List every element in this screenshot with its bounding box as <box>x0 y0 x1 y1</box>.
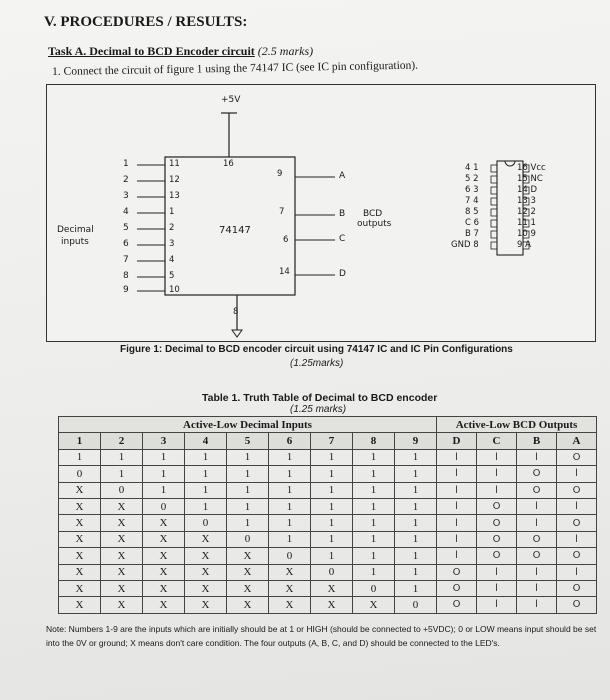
input-cell: 1 <box>227 449 269 465</box>
pinout-signal: 9 <box>530 229 536 239</box>
input-column-header: 2 <box>101 433 143 449</box>
output-cell: l <box>517 580 557 596</box>
input-cell: X <box>59 597 101 613</box>
pinout-num: 12 <box>517 207 528 217</box>
input-cell: X <box>59 548 101 564</box>
input-cell: 1 <box>311 482 353 498</box>
output-cell: O <box>477 498 517 514</box>
input-cell: X <box>269 564 311 580</box>
input-cell: X <box>59 531 101 547</box>
input-column-header: 3 <box>143 433 185 449</box>
input-cell: 1 <box>395 564 437 580</box>
output-cell: l <box>517 498 557 514</box>
input-cell: 1 <box>395 548 437 564</box>
table-title: Table 1. Truth Table of Decimal to BCD encoder <box>202 392 438 404</box>
output-cell: O <box>517 482 557 498</box>
ic-pin: 11 <box>169 159 180 169</box>
pinout-right-label <box>517 240 531 250</box>
output-cell: O <box>437 580 477 596</box>
input-cell: X <box>101 597 143 613</box>
input-cell: 1 <box>353 515 395 531</box>
input-number: 6 <box>123 239 129 249</box>
input-cell: 0 <box>59 466 101 482</box>
input-cell: X <box>185 597 227 613</box>
output-cell: l <box>557 564 597 580</box>
table-row <box>59 498 597 514</box>
pinout-num: 16 <box>517 163 528 173</box>
input-cell: X <box>101 548 143 564</box>
output-cell: O <box>517 548 557 564</box>
pinout-num: 15 <box>517 174 528 184</box>
pinout-signal: 5 <box>465 174 471 184</box>
pinout-num: 3 <box>473 185 479 195</box>
output-cell: O <box>557 597 597 613</box>
pinout-signal: 7 <box>465 196 471 206</box>
output-cell: l <box>557 466 597 482</box>
output-cell: l <box>477 449 517 465</box>
output-cell: l <box>477 580 517 596</box>
input-cell: 1 <box>143 482 185 498</box>
input-cell: 1 <box>311 531 353 547</box>
pinout-signal: Vcc <box>530 163 546 173</box>
ic-pin: 2 <box>169 223 175 233</box>
input-cell: X <box>143 531 185 547</box>
pinout-signal: NC <box>530 174 543 184</box>
output-cell: l <box>437 498 477 514</box>
input-cell: 1 <box>185 466 227 482</box>
output-cell: l <box>437 515 477 531</box>
output-cell: l <box>517 449 557 465</box>
input-number: 9 <box>123 285 129 295</box>
input-cell: 1 <box>101 466 143 482</box>
output-cell: l <box>557 498 597 514</box>
output-wires <box>295 177 335 275</box>
output-cell: l <box>517 597 557 613</box>
input-cell: X <box>185 531 227 547</box>
input-cell: 1 <box>353 548 395 564</box>
pinout-num: 10 <box>517 229 528 239</box>
input-cell: X <box>59 564 101 580</box>
pinout-num: 8 <box>473 240 479 250</box>
input-number: 5 <box>123 223 129 233</box>
input-cell: 1 <box>227 498 269 514</box>
input-cell: 1 <box>227 466 269 482</box>
vcc-label: +5V <box>221 95 241 105</box>
pinout-num: 6 <box>473 218 480 228</box>
table-row <box>59 466 597 482</box>
ic-pin: 14 <box>279 267 290 277</box>
circuit-figure <box>46 84 596 342</box>
input-cell: 1 <box>269 515 311 531</box>
ic-pin: 6 <box>283 235 289 245</box>
input-cell: X <box>227 548 269 564</box>
table-row <box>59 449 597 465</box>
pinout-signal: 3 <box>530 196 536 206</box>
input-cell: 1 <box>353 449 395 465</box>
output-cell: l <box>477 597 517 613</box>
pinout-num: 9 <box>517 240 523 250</box>
pinout-num: 7 <box>473 229 479 239</box>
input-cell: X <box>185 580 227 596</box>
pinout-num: 13 <box>517 196 528 206</box>
pinout-signal: D <box>530 185 538 195</box>
input-cell: X <box>101 531 143 547</box>
input-cell: 1 <box>395 466 437 482</box>
pinout-num: 5 <box>473 207 479 217</box>
ic-pin: 10 <box>169 285 180 295</box>
note-text: Note: Numbers 1-9 are the inputs which are initially should be at 1 or HIGH (should be connected to +5VDC); 0 or LOW means input should be set into the 0V or ground; X means don't care condition. The four outputs (A, B, C, and D) should be connected to the LED's. <box>46 624 597 648</box>
input-cell: X <box>59 482 101 498</box>
pinout-signal: 6 <box>465 185 471 195</box>
input-cell: 1 <box>269 466 311 482</box>
table-row <box>59 580 597 596</box>
ic-pin: 12 <box>169 175 180 185</box>
pinout-left-label <box>465 196 479 206</box>
bcd-label: BCD <box>363 209 383 219</box>
output-cell: O <box>557 449 597 465</box>
input-column-header: 6 <box>269 433 311 449</box>
pinout-signal: A <box>525 240 531 250</box>
input-cell: X <box>185 564 227 580</box>
input-cell: 1 <box>353 482 395 498</box>
input-cell: 1 <box>353 498 395 514</box>
ic-pin: 3 <box>169 239 175 249</box>
input-cell: 0 <box>395 597 437 613</box>
pinout-signal: 2 <box>530 207 536 217</box>
output-cell: O <box>477 548 517 564</box>
output-cell: O <box>557 548 597 564</box>
column-header-row <box>59 433 597 449</box>
section-title: V. PROCEDURES / RESULTS: <box>44 14 248 30</box>
circuit-diagram <box>47 85 595 341</box>
input-cell: 1 <box>395 482 437 498</box>
input-number: 7 <box>123 255 129 265</box>
input-cell: 1 <box>227 515 269 531</box>
output-cell: O <box>517 531 557 547</box>
input-cell: X <box>143 597 185 613</box>
output-label: D <box>339 269 346 279</box>
decimal-label: Decimal <box>57 225 94 235</box>
pinout-signal: C <box>465 218 471 228</box>
input-cell: 1 <box>59 449 101 465</box>
outputs-group-header: Active-Low BCD Outputs <box>437 417 597 433</box>
input-cell: 0 <box>101 482 143 498</box>
output-cell: l <box>437 466 477 482</box>
input-wires <box>137 165 165 291</box>
pinout-left-label <box>465 174 479 184</box>
output-cell: O <box>437 597 477 613</box>
pinout-num: 4 <box>473 196 479 206</box>
input-cell: 1 <box>269 449 311 465</box>
pinout-num: 1 <box>473 163 479 173</box>
input-cell: 1 <box>353 531 395 547</box>
ic-name: 74147 <box>219 225 251 236</box>
input-cell: X <box>311 580 353 596</box>
pinout-right-label <box>517 174 543 184</box>
input-cell: X <box>269 580 311 596</box>
input-cell: 1 <box>395 580 437 596</box>
input-cell: X <box>311 597 353 613</box>
gnd-symbol <box>232 330 242 337</box>
ic-bottom-pin: 8 <box>233 307 239 317</box>
pinout-notch <box>505 161 515 166</box>
step-instruction: 1. Connect the circuit of figure 1 using the 74147 IC (see IC pin configuration). <box>52 59 419 78</box>
output-cell: O <box>477 531 517 547</box>
inputs-group-header: Active-Low Decimal Inputs <box>59 417 437 433</box>
input-cell: 1 <box>353 466 395 482</box>
output-cell: O <box>557 515 597 531</box>
pinout-left-label <box>465 229 479 239</box>
input-cell: X <box>101 515 143 531</box>
input-cell: X <box>143 580 185 596</box>
truth-table <box>58 416 597 614</box>
figure-marks: (1.25marks) <box>290 358 344 369</box>
pinout-left-label <box>465 207 479 217</box>
output-cell: O <box>477 515 517 531</box>
pinout-signal: B <box>465 229 471 239</box>
task-title <box>48 44 313 59</box>
task-marks: (2.5 marks) <box>257 44 314 58</box>
table-marks: (1.25 marks) <box>290 404 347 415</box>
input-cell: 1 <box>395 449 437 465</box>
output-cell: l <box>517 564 557 580</box>
input-cell: 0 <box>353 580 395 596</box>
output-cell: l <box>557 531 597 547</box>
input-cell: 1 <box>395 498 437 514</box>
truth-table-body <box>59 449 597 613</box>
ic-pin: 5 <box>169 271 175 281</box>
output-cell: l <box>477 466 517 482</box>
pinout-left-label <box>465 218 479 228</box>
output-cell: l <box>437 449 477 465</box>
pinout-num: 14 <box>517 185 528 195</box>
input-cell: 0 <box>185 515 227 531</box>
pinout-signal: GND <box>451 240 471 250</box>
input-cell: 1 <box>395 531 437 547</box>
pinout-signal: 1 <box>530 218 536 228</box>
input-cell: X <box>59 580 101 596</box>
input-cell: X <box>185 548 227 564</box>
ic-top-pin: 16 <box>223 159 234 169</box>
input-cell: 0 <box>227 531 269 547</box>
inputs-label: inputs <box>61 237 89 247</box>
input-cell: 0 <box>143 498 185 514</box>
output-column-header: A <box>557 433 597 449</box>
input-cell: 1 <box>311 466 353 482</box>
output-cell: l <box>437 482 477 498</box>
input-cell: 0 <box>311 564 353 580</box>
input-cell: 1 <box>143 449 185 465</box>
pinout-right-label <box>517 207 536 217</box>
input-cell: 1 <box>185 482 227 498</box>
ic-pin: 4 <box>169 255 175 265</box>
pinout-signal: 4 <box>465 163 471 173</box>
input-cell: X <box>227 580 269 596</box>
figure-caption: Figure 1: Decimal to BCD encoder circuit using 74147 IC and IC Pin Configurations <box>120 344 513 355</box>
pinout-right-label <box>517 185 537 195</box>
pinout-right-label <box>517 196 536 206</box>
input-cell: 1 <box>269 531 311 547</box>
pinout-right-label <box>517 163 546 173</box>
output-column-header: B <box>517 433 557 449</box>
input-column-header: 1 <box>59 433 101 449</box>
output-label: A <box>339 171 346 181</box>
ic-pin: 9 <box>277 169 283 179</box>
outputs-label: outputs <box>357 219 392 229</box>
task-name: Task A. Decimal to BCD Encoder circuit <box>48 44 255 58</box>
input-cell: X <box>227 597 269 613</box>
input-column-header: 5 <box>227 433 269 449</box>
output-cell: O <box>437 564 477 580</box>
output-label: B <box>339 209 346 219</box>
pinout-left-label <box>465 185 479 195</box>
input-cell: 1 <box>311 515 353 531</box>
input-cell: 1 <box>101 449 143 465</box>
output-cell: O <box>517 466 557 482</box>
ic-pin: 1 <box>169 207 175 217</box>
output-column-header: C <box>477 433 517 449</box>
pinout-num: 2 <box>473 174 479 184</box>
input-cell: X <box>227 564 269 580</box>
input-column-header: 4 <box>185 433 227 449</box>
pinout-left-label <box>451 240 479 250</box>
input-cell: 1 <box>269 482 311 498</box>
ic-pin: 7 <box>279 207 285 217</box>
input-cell: X <box>143 548 185 564</box>
output-cell: l <box>477 482 517 498</box>
input-cell: 1 <box>185 498 227 514</box>
output-column-header: D <box>437 433 477 449</box>
input-cell: X <box>143 515 185 531</box>
table-row <box>59 564 597 580</box>
input-cell: 1 <box>227 482 269 498</box>
ic-pin: 13 <box>169 191 180 201</box>
input-cell: 1 <box>311 449 353 465</box>
input-number: 8 <box>123 271 129 281</box>
input-cell: X <box>143 564 185 580</box>
input-cell: 1 <box>353 564 395 580</box>
input-cell: 1 <box>311 548 353 564</box>
output-cell: O <box>557 482 597 498</box>
input-column-header: 7 <box>311 433 353 449</box>
output-cell: l <box>437 531 477 547</box>
input-cell: 1 <box>311 498 353 514</box>
input-cell: X <box>353 597 395 613</box>
output-cell: l <box>437 548 477 564</box>
input-cell: 1 <box>269 498 311 514</box>
input-cell: 1 <box>185 449 227 465</box>
table-row <box>59 548 597 564</box>
input-cell: X <box>59 515 101 531</box>
table-row <box>59 515 597 531</box>
input-column-header: 8 <box>353 433 395 449</box>
pinout-left-label <box>465 163 479 173</box>
input-cell: 0 <box>269 548 311 564</box>
output-label: C <box>339 234 346 244</box>
input-cell: 1 <box>395 515 437 531</box>
output-cell: l <box>477 564 517 580</box>
input-number: 2 <box>123 175 129 185</box>
input-cell: X <box>59 498 101 514</box>
pinout-signal: 8 <box>465 207 471 217</box>
pinout-right-label <box>517 229 536 239</box>
table-row <box>59 482 597 498</box>
pinout-right-label <box>517 218 536 228</box>
input-number: 4 <box>123 207 129 217</box>
table-row <box>59 531 597 547</box>
pinout-num: 11 <box>517 218 528 228</box>
input-number: 3 <box>123 191 129 201</box>
input-number: 1 <box>123 159 129 169</box>
input-column-header: 9 <box>395 433 437 449</box>
output-cell: O <box>557 580 597 596</box>
input-cell: X <box>101 564 143 580</box>
output-cell: l <box>517 515 557 531</box>
input-cell: X <box>101 580 143 596</box>
table-row <box>59 597 597 613</box>
input-cell: X <box>101 498 143 514</box>
input-cell: X <box>269 597 311 613</box>
input-cell: 1 <box>143 466 185 482</box>
